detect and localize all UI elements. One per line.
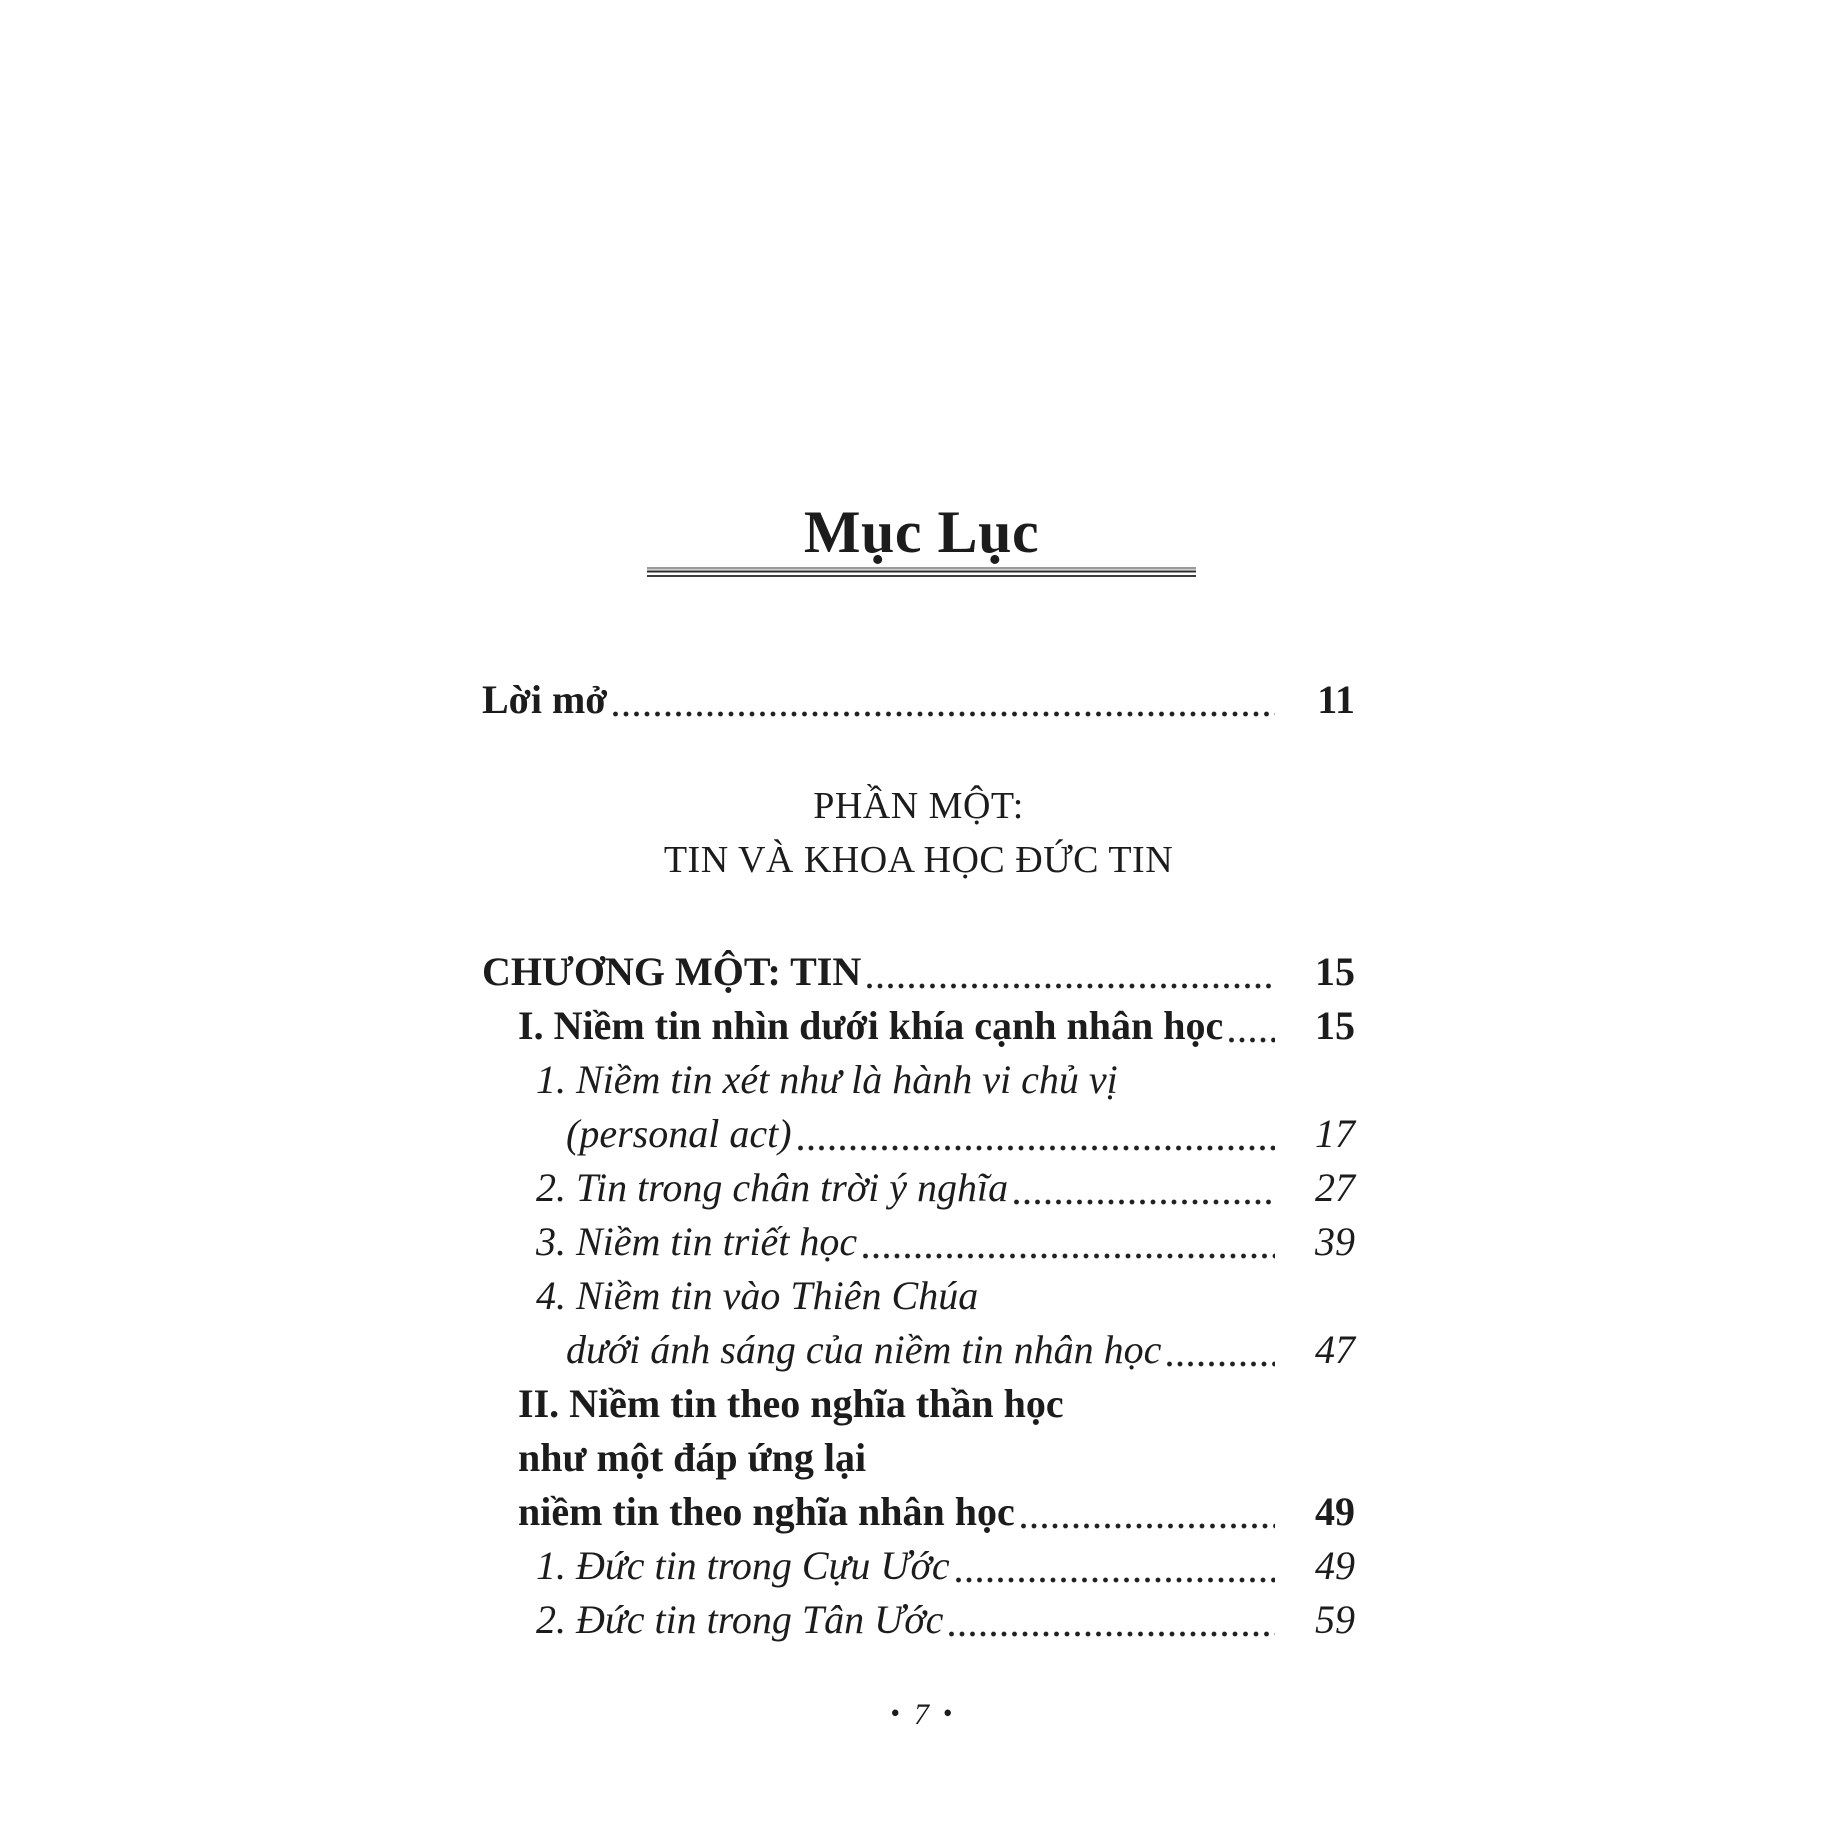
toc-entry-sub-4-line2 [482, 1323, 1355, 1377]
dot-leader [798, 1107, 1275, 1161]
toc-entry-label: 1. Niềm tin xét như là hành vi chủ vị [536, 1057, 1118, 1102]
page-number: 59 [1315, 1597, 1355, 1642]
toc-entry-chuong-mot [482, 945, 1355, 999]
toc-entry-label: 1. Đức tin trong Cựu Ước [536, 1543, 950, 1588]
toc-entry-sub-4-line1 [482, 1269, 1355, 1323]
toc-entry-label: 2. Đức tin trong Tân Ước [536, 1597, 944, 1642]
toc-list [482, 673, 1355, 1647]
toc-entry-label: 3. Niềm tin triết học [536, 1219, 858, 1264]
page-number: 47 [1315, 1327, 1355, 1372]
toc-entry-label: 2. Tin trong chân trời ý nghĩa [536, 1165, 1009, 1210]
page-number: 11 [1317, 677, 1355, 722]
toc-entry-section-2-line1 [482, 1377, 1355, 1431]
folio-right-bullet-icon: • [943, 1698, 953, 1728]
toc-entry-sub-1-line1 [482, 1053, 1355, 1107]
toc-entry-label: Lời mở [482, 677, 608, 722]
dot-leader [956, 1539, 1275, 1593]
page-number: 15 [1315, 1003, 1355, 1048]
toc-entry-sub-6 [482, 1593, 1355, 1647]
toc-entry-label: CHƯƠNG MỘT: TIN [482, 949, 862, 994]
page-number: 49 [1315, 1489, 1355, 1534]
toc-entry-label: (personal act) [566, 1111, 792, 1156]
toc-entry-sub-1-line2 [482, 1107, 1355, 1161]
toc-entry-label: I. Niềm tin nhìn dưới khía cạnh nhân học [518, 1003, 1224, 1048]
dot-leader [1014, 1161, 1275, 1215]
toc-entry-section-2-line3 [482, 1485, 1355, 1539]
page-number: 49 [1315, 1543, 1355, 1588]
page-number: 39 [1315, 1219, 1355, 1264]
part-heading: PHẦN MỘT: [813, 785, 1024, 827]
dot-leader [1021, 1485, 1275, 1539]
toc-entry-sub-2 [482, 1161, 1355, 1215]
part-subtitle: TIN VÀ KHOA HỌC ĐỨC TIN [663, 839, 1174, 881]
toc-entry-section-2-line2 [482, 1431, 1355, 1485]
toc-entry-loi-mo [482, 673, 1355, 727]
toc-entry-label: II. Niềm tin theo nghĩa thần học [518, 1381, 1064, 1426]
toc-entry-sub-5 [482, 1539, 1355, 1593]
toc-entry-label: 4. Niềm tin vào Thiên Chúa [536, 1273, 979, 1318]
title-rule-divider [647, 567, 1196, 577]
folio-left-bullet-icon: • [890, 1698, 900, 1728]
toc-entry-label: dưới ánh sáng của niềm tin nhân học [566, 1327, 1162, 1372]
folio [0, 1693, 1843, 1737]
dot-leader [949, 1593, 1275, 1647]
toc-entry-label: niềm tin theo nghĩa nhân học [518, 1489, 1015, 1534]
dot-leader [1229, 999, 1275, 1053]
toc-entry-section-1 [482, 999, 1355, 1053]
page-number: 27 [1315, 1165, 1355, 1210]
dot-leader [1167, 1323, 1275, 1377]
page-number: 17 [1315, 1111, 1355, 1156]
dot-leader [613, 673, 1275, 727]
toc-entry-label: như một đáp ứng lại [518, 1435, 867, 1480]
dot-leader [867, 945, 1275, 999]
dot-leader [863, 1215, 1275, 1269]
page-number: 15 [1315, 949, 1355, 994]
page-title: Mục Lục [803, 499, 1040, 565]
folio-page-number: 7 [914, 1698, 929, 1731]
toc-entry-sub-3 [482, 1215, 1355, 1269]
